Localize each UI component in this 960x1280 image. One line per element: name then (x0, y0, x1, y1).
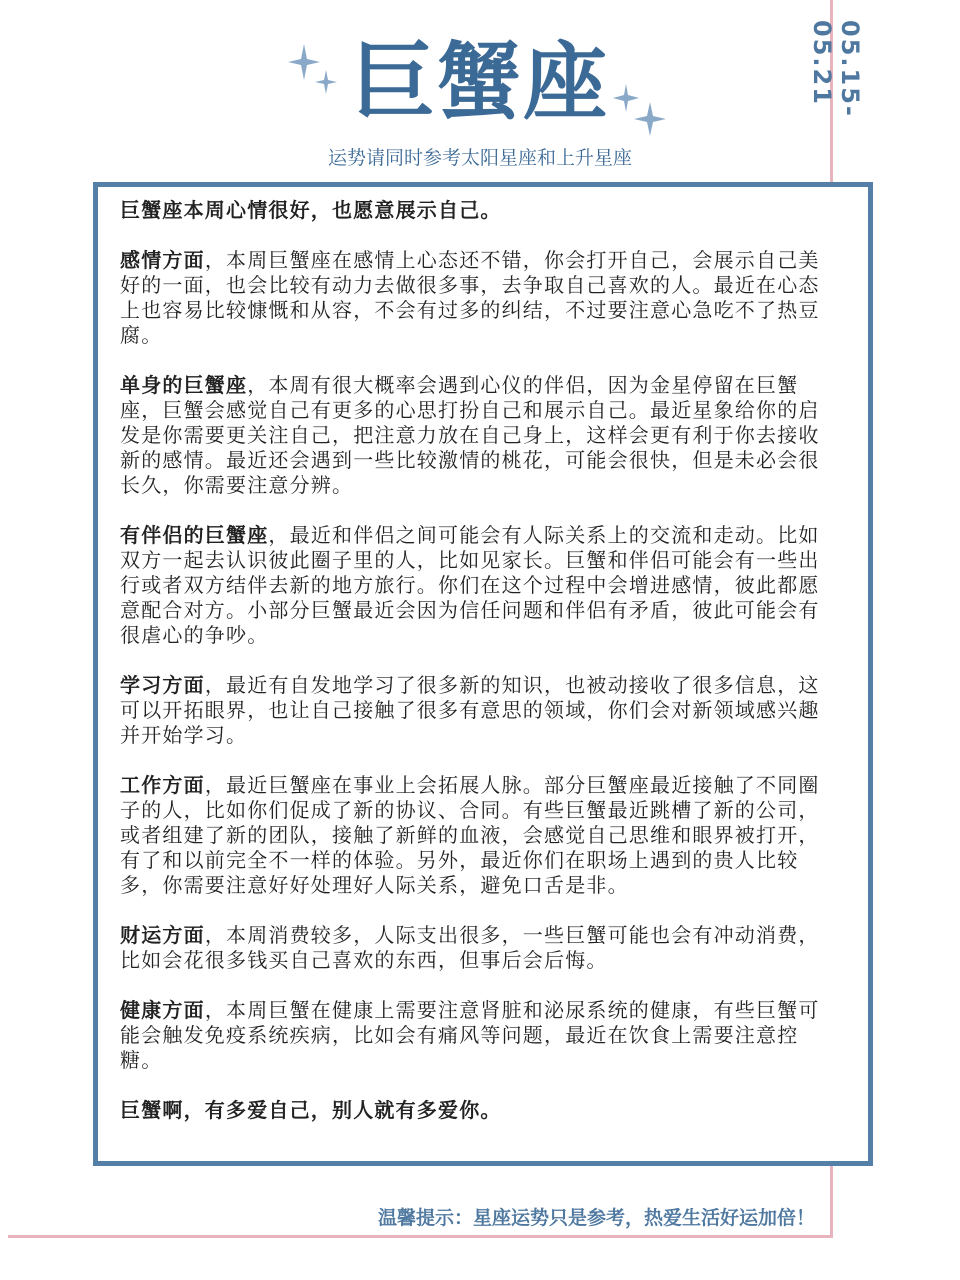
section-text: ，最近和伴侣之间可能会有人际关系上的交流和走动。比如双方一起去认识彼此圈子里的人，比如见家长。巨蟹和伴侣可能会有一些出行或者双方结伴去新的地方旅行。你们在这个过程中会增进感情，彼此都愿意配合对方。小部分巨蟹最近会因为信任问题和伴侣有矛盾，彼此可能会有很虐心的争吵。 (120, 523, 820, 647)
date-range: 05.15-05.21 (808, 20, 864, 118)
closing-line: 巨蟹啊，有多爱自己，别人就有多爱你。 (120, 1098, 502, 1122)
section-text: ，本周巨蟹座在感情上心态还不错，你会打开自己，会展示自己美好的一面，也会比较有动力去做很多事，去争取自己喜欢的人。最近在心态上也容易比较慷慨和从容，不会有过多的纠结，不过要注意心急吃不了热豆腐。 (120, 248, 820, 347)
section-heading: 学习方面 (120, 673, 205, 697)
section-wealth (120, 923, 820, 973)
section-heading: 工作方面 (120, 773, 205, 797)
section-text: ，本周巨蟹在健康上需要注意肾脏和泌尿系统的健康，有些巨蟹可能会触发免疫系统疾病，比如会有痛风等问题，最近在饮食上需要注意控糖。 (120, 998, 820, 1072)
section-health (120, 998, 820, 1073)
section-text: ，最近有自发地学习了很多新的知识，也被动接收了很多信息，这可以开拓眼界，也让自己接触了很多有意思的领域，你们会对新领域感兴趣并开始学习。 (120, 673, 820, 747)
subtitle: 运势请同时参考太阳星座和上升星座 (327, 147, 632, 169)
section-single (120, 373, 820, 498)
section-partnered (120, 523, 820, 648)
section-heading: 健康方面 (120, 998, 205, 1022)
pink-horizontal-line (8, 1235, 833, 1238)
page-title: 巨蟹座 (350, 33, 609, 131)
footer-tip: 温馨提示：星座运势只是参考，热爱生活好运加倍！ (377, 1207, 815, 1229)
sparkle-icon (612, 84, 668, 140)
section-heading: 感情方面 (120, 248, 205, 272)
section-work (120, 773, 820, 898)
section-text: ，最近巨蟹座在事业上会拓展人脉。部分巨蟹座最近接触了不同圈子的人，比如你们促成了新的协议、合同。有些巨蟹最近跳槽了新的公司，或者组建了新的团队，接触了新鲜的血液，会感觉自己思维和眼界被打开，有了和以前完全不一样的体验。另外，最近你们在职场上遇到的贵人比较多，你需要注意好好处理好人际关系，避免口舌是非。 (120, 773, 820, 897)
section-text: ，本周有很大概率会遇到心仪的伴侣，因为金星停留在巨蟹座，巨蟹会感觉自己有更多的心思打扮自己和展示自己。最近星象给你的启发是你需要更关注自己，把注意力放在自己身上，这样会更有利于你去接收新的感情。最近还会遇到一些比较激情的桃花，可能会很快，但是未必会很长久，你需要注意分辨。 (120, 373, 820, 497)
section-heading: 单身的巨蟹座 (120, 373, 248, 397)
section-heading: 有伴侣的巨蟹座 (120, 523, 269, 547)
intro-line: 巨蟹座本周心情很好，也愿意展示自己。 (120, 198, 502, 222)
horoscope-body (120, 198, 820, 1123)
section-love (120, 248, 820, 348)
section-heading: 财运方面 (120, 923, 205, 947)
sparkle-icon (286, 44, 340, 98)
section-study (120, 673, 820, 748)
section-text: ，本周消费较多，人际支出很多，一些巨蟹可能也会有冲动消费，比如会花很多钱买自己喜欢的东西，但事后会后悔。 (120, 923, 820, 972)
